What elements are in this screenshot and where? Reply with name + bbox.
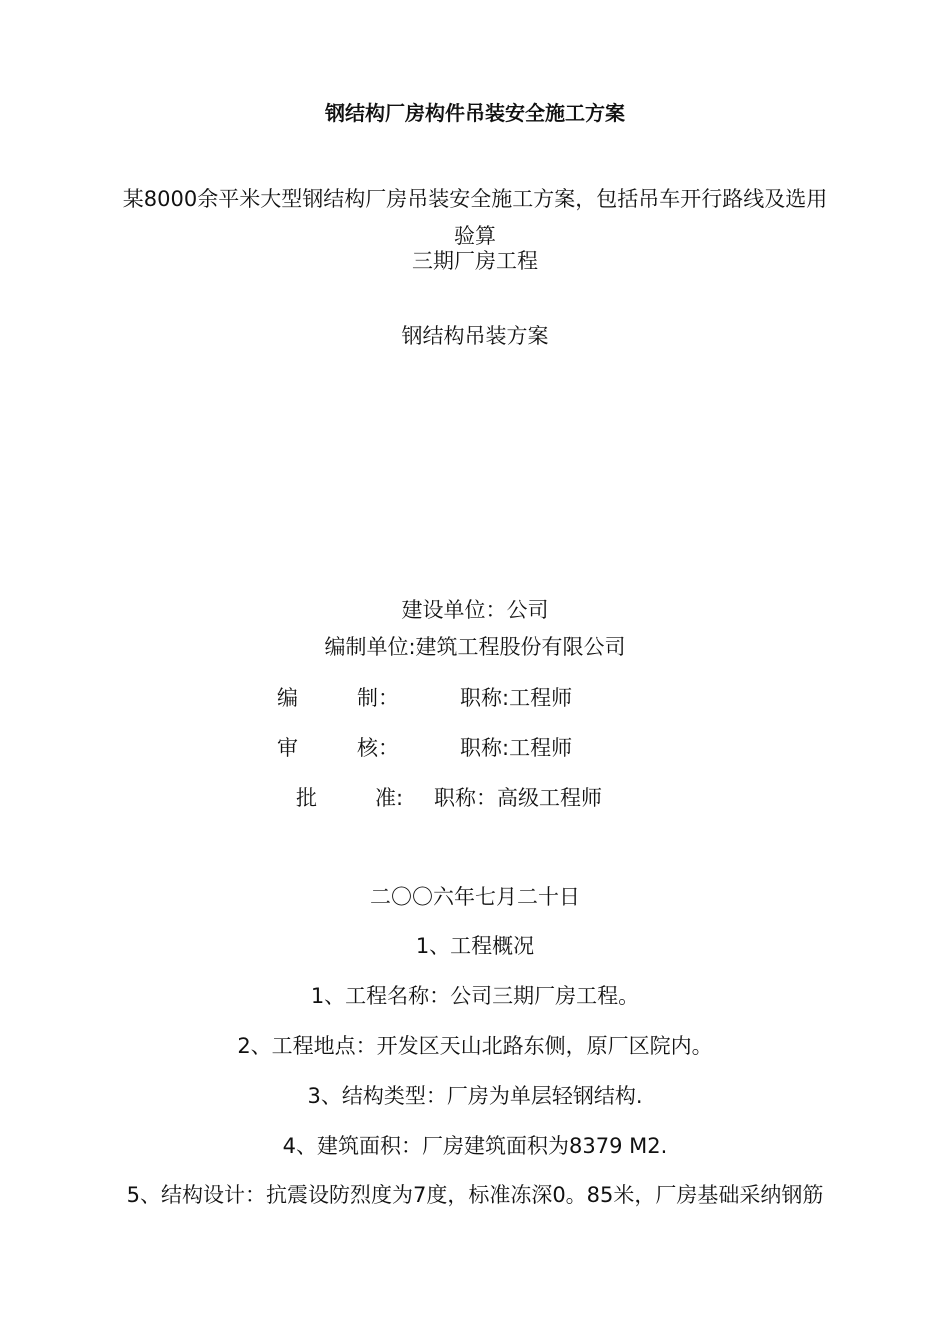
- section-heading: 1、工程概况: [415, 934, 535, 958]
- approve-label-a: 批: [296, 786, 317, 810]
- review-title: 职称:工程师: [460, 736, 573, 760]
- review-label-b: 核：: [357, 736, 399, 760]
- project-name: 三期厂房工程: [412, 249, 538, 273]
- compile-label-b: 制：: [357, 686, 399, 710]
- builder-unit: 建设单位：公司: [401, 598, 549, 622]
- compile-title: 职称:工程师: [460, 686, 573, 710]
- overview-item: 2、工程地点：开发区天山北路东侧，原厂区院内。: [237, 1034, 713, 1058]
- overview-item: 1、工程名称：公司三期厂房工程。: [310, 984, 640, 1008]
- plan-name: 钢结构吊装方案: [401, 324, 549, 348]
- compiler-unit: 编制单位:建筑工程股份有限公司: [324, 635, 626, 659]
- approve-label-b: 准:: [375, 786, 404, 810]
- review-label-a: 审: [277, 736, 298, 760]
- summary-line-2: 验算: [454, 224, 496, 248]
- overview-item: 5、结构设计：抗震设防烈度为7度，标准冻深0。85米，厂房基础采纳钢筋: [126, 1183, 824, 1207]
- compile-label-a: 编: [277, 686, 298, 710]
- overview-item: 4、建筑面积：厂房建筑面积为8379 M2.: [282, 1134, 668, 1158]
- document-date: 二〇〇六年七月二十日: [370, 885, 580, 909]
- overview-item: 3、结构类型：厂房为单层轻钢结构.: [307, 1084, 643, 1108]
- summary-line-1: 某8000余平米大型钢结构厂房吊装安全施工方案，包括吊车开行路线及选用: [122, 187, 828, 211]
- approve-title: 职称：高级工程师: [434, 786, 602, 810]
- document-title: 钢结构厂房构件吊装安全施工方案: [325, 101, 625, 125]
